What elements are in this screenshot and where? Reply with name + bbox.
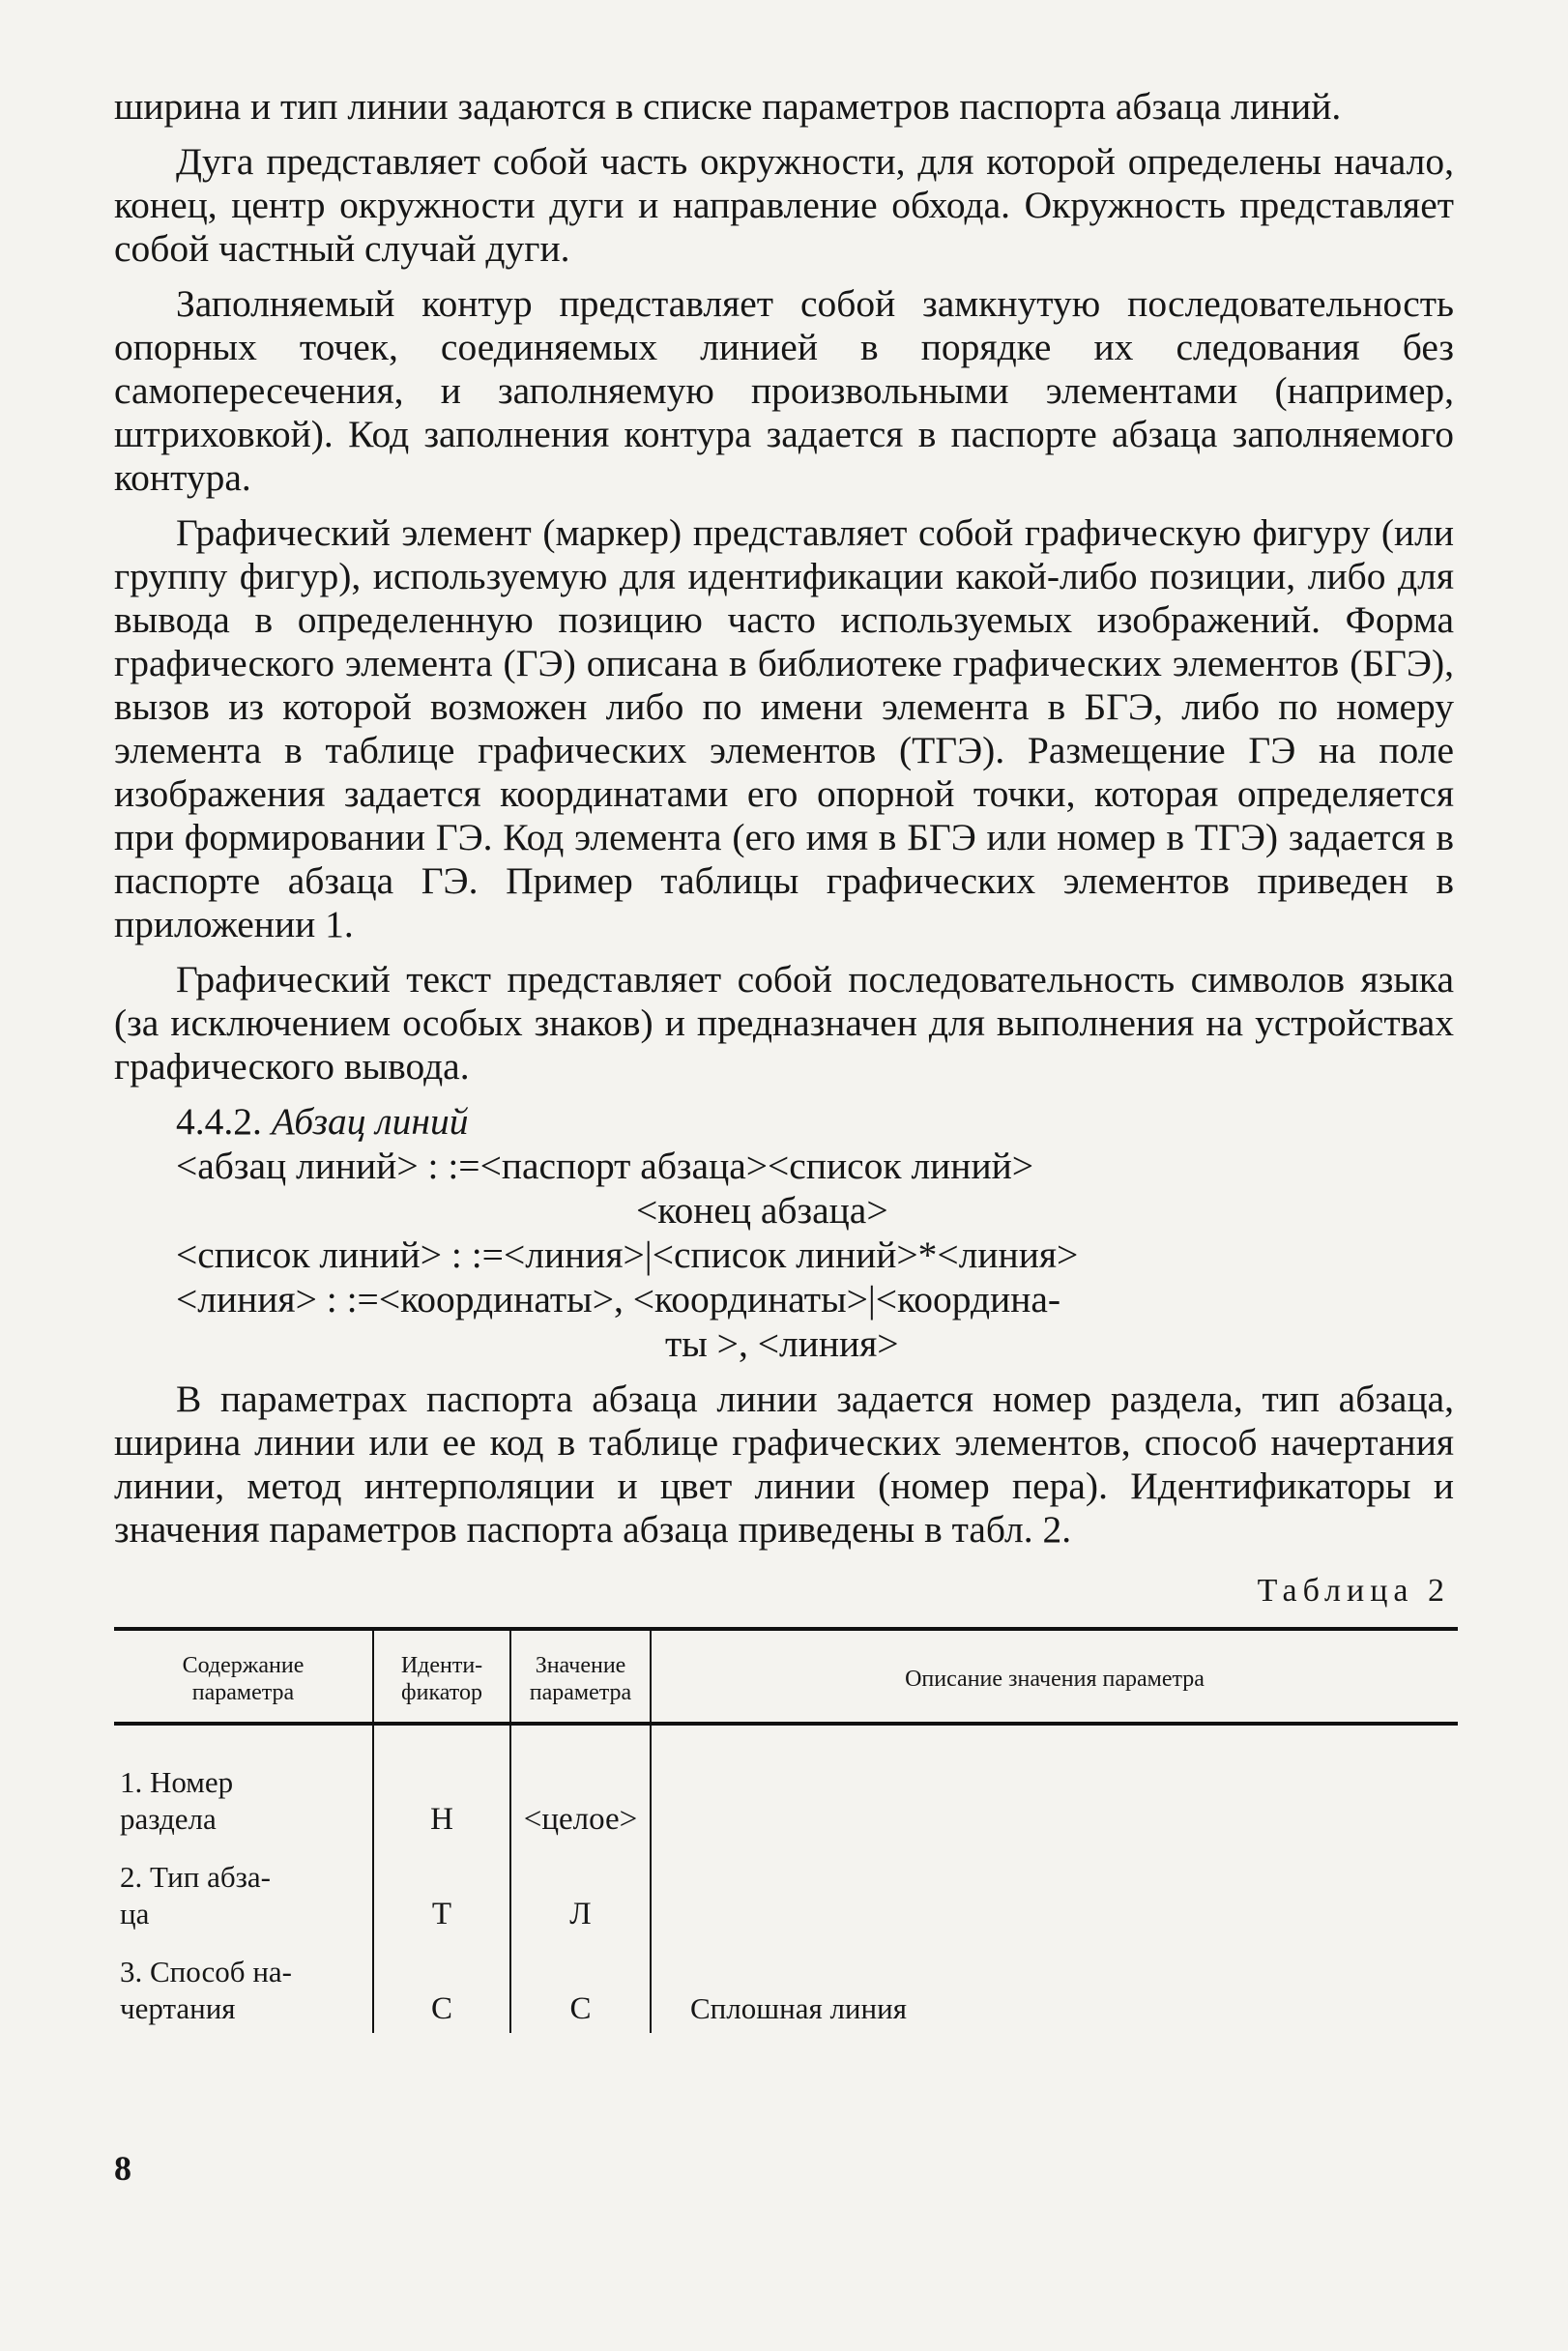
header-content	[114, 1629, 373, 1724]
cell-value: С	[510, 1938, 651, 2033]
header-identifier-line2: фикатор	[401, 1680, 482, 1705]
cell-content-line2: раздела	[120, 1802, 217, 1836]
header-description: Описание значения параметра	[651, 1629, 1458, 1724]
cell-content-line2: ца	[120, 1897, 150, 1930]
cell-content	[114, 1938, 373, 2033]
cell-content	[114, 1724, 373, 1843]
section-number: 4.4.2.	[176, 1100, 262, 1143]
header-value-line1: Значение	[535, 1653, 626, 1678]
cell-description	[651, 1843, 1458, 1938]
bnf-line: <линия> : :=<координаты>, <координаты>|<координа-	[176, 1278, 1061, 1321]
bnf-line: <конец абзаца>	[636, 1189, 888, 1232]
cell-content-line2: чертания	[120, 1991, 236, 2025]
cell-identifier: Т	[373, 1843, 510, 1938]
section-heading	[176, 1100, 1454, 1144]
cell-identifier: Н	[373, 1724, 510, 1843]
cell-content-line1: 1. Номер	[120, 1765, 234, 1799]
cell-value: <целое>	[510, 1724, 651, 1843]
cell-description	[651, 1724, 1458, 1843]
cell-content-line1: 2. Тип абза-	[120, 1860, 271, 1894]
cell-description: Сплошная линия	[651, 1938, 1458, 2033]
paragraph-filled-contour: Заполняемый контур представляет собой замкнутую последовательность опорных точек, соединяемых линией в порядке их следования без самопересечения, и заполняемую произвольными элементами (например, штриховкой). Код заполнения контура задается в паспорте абзаца заполняемого контура.	[114, 282, 1454, 499]
header-identifier-line1: Иденти-	[400, 1653, 483, 1678]
table-row	[114, 1938, 1458, 2033]
cell-identifier: С	[373, 1938, 510, 2033]
table-caption: Таблица 2	[1257, 1573, 1450, 1609]
section-title: Абзац линий	[271, 1100, 469, 1143]
table-row	[114, 1724, 1458, 1843]
header-value	[510, 1629, 651, 1724]
header-content-line1: Содержание	[182, 1653, 305, 1678]
header-value-line2: параметра	[529, 1680, 632, 1705]
table-row	[114, 1843, 1458, 1938]
bnf-line: <список линий> : :=<линия>|<список линий>*<линия>	[176, 1234, 1079, 1276]
parameters-table	[114, 1627, 1458, 2033]
paragraph-graphic-element: Графический элемент (маркер) представляет собой графическую фигуру (или группу фигур), используемую для идентификации какой-либо позиции, либо для вывода в определенную позицию часто используемых изображений. Форма графического элемента (ГЭ) описана в библиотеке графических элементов (БГЭ), вызов из которой возможен либо по имени элемента в БГЭ, либо по номеру элемента в таблице графических элементов (ТГЭ). Размещение ГЭ на поле изображения задается координатами его опорной точки, которая определяется при формировании ГЭ. Код элемента (его имя в БГЭ или номер в ТГЭ) задается в паспорте абзаца ГЭ. Пример таблицы графических элементов приведен в приложении 1.	[114, 511, 1454, 945]
paragraph-arc: Дуга представляет собой часть окружности, для которой определены начало, конец, центр окружности дуги и направление обхода. Окружность представляет собой частный случай дуги.	[114, 140, 1454, 270]
header-content-line2: параметра	[191, 1680, 295, 1705]
paragraph-line-width: ширина и тип линии задаются в списке параметров паспорта абзаца линий.	[114, 85, 1342, 128]
page-number: 8	[114, 2149, 131, 2188]
cell-content	[114, 1843, 373, 1938]
bnf-grammar	[114, 1144, 1454, 1366]
header-identifier	[373, 1629, 510, 1724]
table-header-row	[114, 1629, 1458, 1724]
bnf-line: ты >, <линия>	[665, 1322, 899, 1365]
cell-value: Л	[510, 1843, 651, 1938]
paragraph-graphic-text: Графический текст представляет собой последовательность символов языка (за исключением особых знаков) и предназначен для выполнения на устройствах графического вывода.	[114, 958, 1454, 1088]
cell-content-line1: 3. Способ на-	[120, 1955, 292, 1988]
paragraph-passport-params: В параметрах паспорта абзаца линии задается номер раздела, тип абзаца, ширина линии или ее код в таблице графических элементов, способ начертания линии, метод интерполяции и цвет линии (номер пера). Идентификаторы и значения параметров паспорта абзаца приведены в табл. 2.	[114, 1378, 1454, 1551]
bnf-line: <абзац линий> : :=<паспорт абзаца><список линий>	[176, 1145, 1033, 1187]
